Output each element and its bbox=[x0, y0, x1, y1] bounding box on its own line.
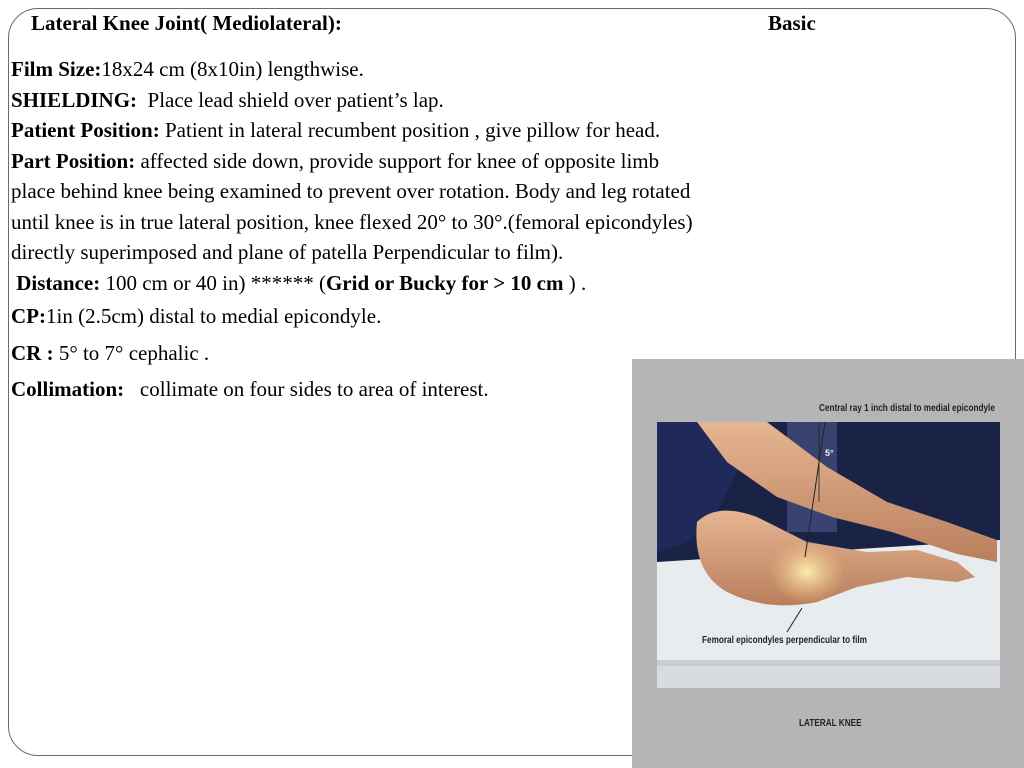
distance-end: ) . bbox=[568, 270, 587, 295]
figure-caption-title: LATERAL KNEE bbox=[799, 718, 862, 729]
film-size-label: Film Size: bbox=[11, 57, 102, 81]
part-position-line-1 bbox=[11, 146, 871, 177]
part-position-text-1: affected side down, provide support for knee of opposite limb bbox=[140, 148, 660, 173]
film-size-value: 18x24 cm (8x10in) lengthwise. bbox=[101, 57, 364, 81]
part-position-line-3: until knee is in true lateral position, knee flexed 20° to 30°.(femoral epicondyles) bbox=[11, 209, 693, 234]
distance-label: Distance: bbox=[16, 270, 101, 295]
distance-value: 100 cm or 40 in) ****** ( bbox=[105, 270, 326, 295]
lateral-knee-photo bbox=[657, 422, 1000, 688]
collimation-value: collimate on four sides to area of interest. bbox=[139, 377, 489, 401]
light-field bbox=[769, 540, 845, 604]
cp-value: 1in (2.5cm) distal to medial epicondyle. bbox=[46, 304, 382, 328]
patient-position-label: Patient Position: bbox=[11, 118, 160, 142]
table-edge bbox=[657, 660, 1000, 666]
patient-position-line bbox=[11, 115, 871, 146]
table-front bbox=[657, 666, 1000, 688]
lateral-knee-figure bbox=[632, 359, 1024, 768]
distance-line bbox=[11, 268, 871, 299]
cr-label: CR : bbox=[11, 340, 54, 365]
figure-caption-epicondyles: Femoral epicondyles perpendicular to film bbox=[702, 635, 867, 646]
cr-value: 5° to 7° cephalic . bbox=[58, 340, 210, 365]
shielding-line bbox=[11, 85, 871, 116]
title-level: Basic bbox=[768, 11, 816, 35]
part-position-label: Part Position: bbox=[11, 148, 136, 173]
angle-label: 5° bbox=[825, 448, 834, 458]
shielding-label: SHIELDING: bbox=[11, 87, 138, 112]
figure-caption-central-ray: Central ray 1 inch distal to medial epicondyle bbox=[819, 403, 995, 414]
patient-position-value: Patient in lateral recumbent position , give pillow for head. bbox=[164, 118, 661, 142]
film-size-line bbox=[11, 54, 871, 85]
collimation-label: Collimation: bbox=[11, 377, 125, 401]
cp-label: CP: bbox=[11, 304, 46, 328]
shielding-value: Place lead shield over patient’s lap. bbox=[147, 87, 444, 112]
title-text: Lateral Knee Joint( Mediolateral): bbox=[31, 11, 342, 35]
part-position-line-4: directly superimposed and plane of patella Perpendicular to film). bbox=[11, 240, 564, 264]
part-position-line-2: place behind knee being examined to prevent over rotation. Body and leg rotated bbox=[11, 179, 691, 203]
slide-title bbox=[31, 9, 831, 37]
distance-grid: Grid or Bucky for > 10 cm bbox=[325, 270, 564, 295]
slide-body bbox=[11, 54, 871, 405]
cp-line bbox=[11, 301, 871, 332]
